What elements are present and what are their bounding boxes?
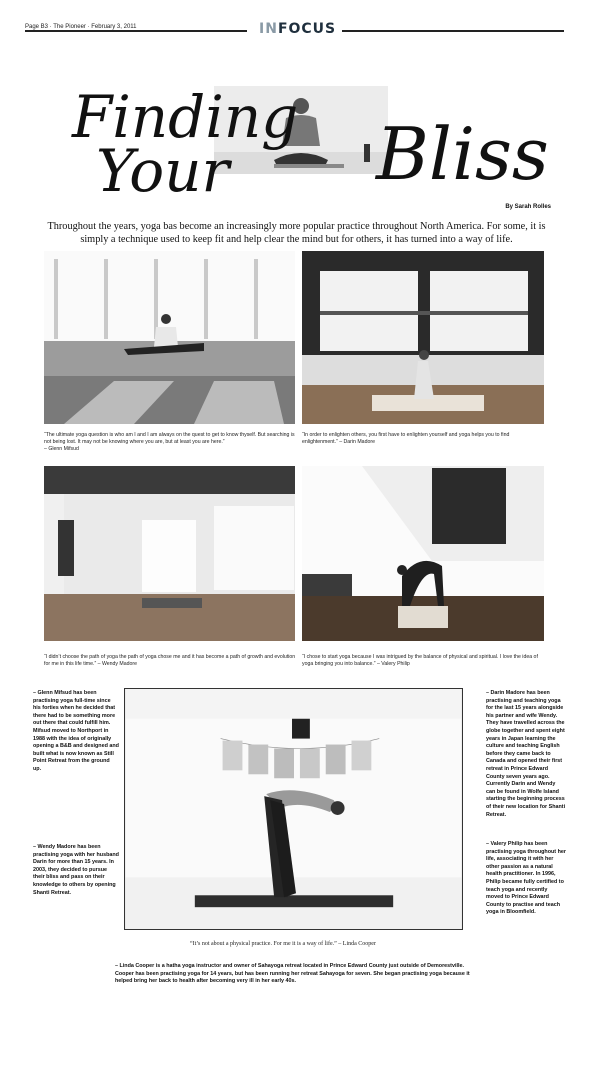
photo-darin-madore bbox=[302, 251, 544, 424]
wall-picture bbox=[292, 719, 310, 739]
bio-darin: – Darin Madore has been practising and teaching yoga for the last 15 years alongside his partner and wife Wendy. They have travelled across the globe together and spent eight years in Japan learning the culture and teaching English before they came back to Canada and opened their first retreat in Prince Edward County seven years ago. Currently Darin and Wendy can be found in Wolfe Island starting the beginning process of their new location for Shanti Retreat. bbox=[486, 690, 566, 818]
page-info: Page B3 · The Pioneer · February 3, 2011 bbox=[25, 24, 137, 30]
header-rule-left bbox=[25, 30, 247, 32]
caption-darin: “In order to enlighten others, you first have to enlighten yourself and yoga helps you to find enlightenment.” – Darin Madore bbox=[302, 432, 510, 445]
photo-glenn-mifsud bbox=[44, 251, 295, 424]
section-title-in: IN bbox=[259, 21, 278, 37]
intro-paragraph: Throughout the years, yoga bas become an increasingly more popular practice throughout North America. For some, it is simply a technique used to keep fit and help clear the mind but for others, it has turned into a way of life. bbox=[47, 221, 546, 245]
bio-valery: – Valery Philip has been practising yoga throughout her life, associating it with her other passion as a natural health practitioner. In 1996, Philip became fully certified to teach yoga and recently moved to Prince Edward County to practise and teach yoga in Bloomfield. bbox=[486, 841, 566, 916]
caption-glenn bbox=[44, 432, 296, 453]
photo-valery-philip bbox=[302, 466, 544, 641]
caption-glenn-text: “The ultimate yoga question is who am I and I am always on the quest to get to know thyself. But searching is not being lost. It may not be knowing where you are, but at least you are here.” bbox=[44, 432, 295, 445]
section-title-focus: FOCUS bbox=[277, 21, 337, 37]
byline: By Sarah Rolles bbox=[505, 204, 551, 210]
caption-wendy: “I didn’t choose the path of yoga the path of yoga chose me and it has become a path of growth and evolution for me in this life time.” – Wendy Madore bbox=[44, 654, 296, 667]
caption-valery: “I chose to start yoga because I was intrigued by the balance of physical and spiritual. I love the idea of yoga bringing you into balance.” – Valery Philip bbox=[302, 654, 538, 667]
photo-linda-cooper bbox=[124, 688, 463, 930]
section-title bbox=[259, 21, 336, 37]
photo-wendy-madore bbox=[44, 466, 295, 641]
headline-word-3: Bliss bbox=[376, 112, 549, 196]
headline-word-2: Your bbox=[96, 137, 230, 205]
header-rule-right bbox=[342, 30, 564, 32]
pull-quote-linda: “It’s not about a physical practice. For me it is a way of life.” – Linda Cooper bbox=[190, 941, 376, 947]
bio-linda: – Linda Cooper is a hatha yoga instructor and owner of Sahayoga retreat located in Prince Edward County just outside of Demorestville. Cooper has been practising yoga for 14 years, but has been running her retreat Sahayoga for seven. She began practising yoga because it helped bring her back to health after becoming very ill in her early 40s. bbox=[115, 963, 470, 985]
headline-word-1: Finding bbox=[72, 83, 299, 151]
bio-wendy: – Wendy Madore has been practising yoga with her husband Darin for more than 15 years. In 2003, they decided to pursue their bliss and pass on their knowledge to others by opening Shanti Retreat. bbox=[33, 844, 119, 896]
caption-glenn-attr: – Glenn Mifsud bbox=[44, 446, 79, 452]
bio-glenn: – Glenn Mifsud has been practising yoga full-time since his forties when he decided that there had to be something more out there that could fulfill him. Mifsud moved to Northport in 1988 with the idea of originally opening a B&B and designed and built what is now known as Still Point Retreat from the ground up. bbox=[33, 690, 119, 772]
